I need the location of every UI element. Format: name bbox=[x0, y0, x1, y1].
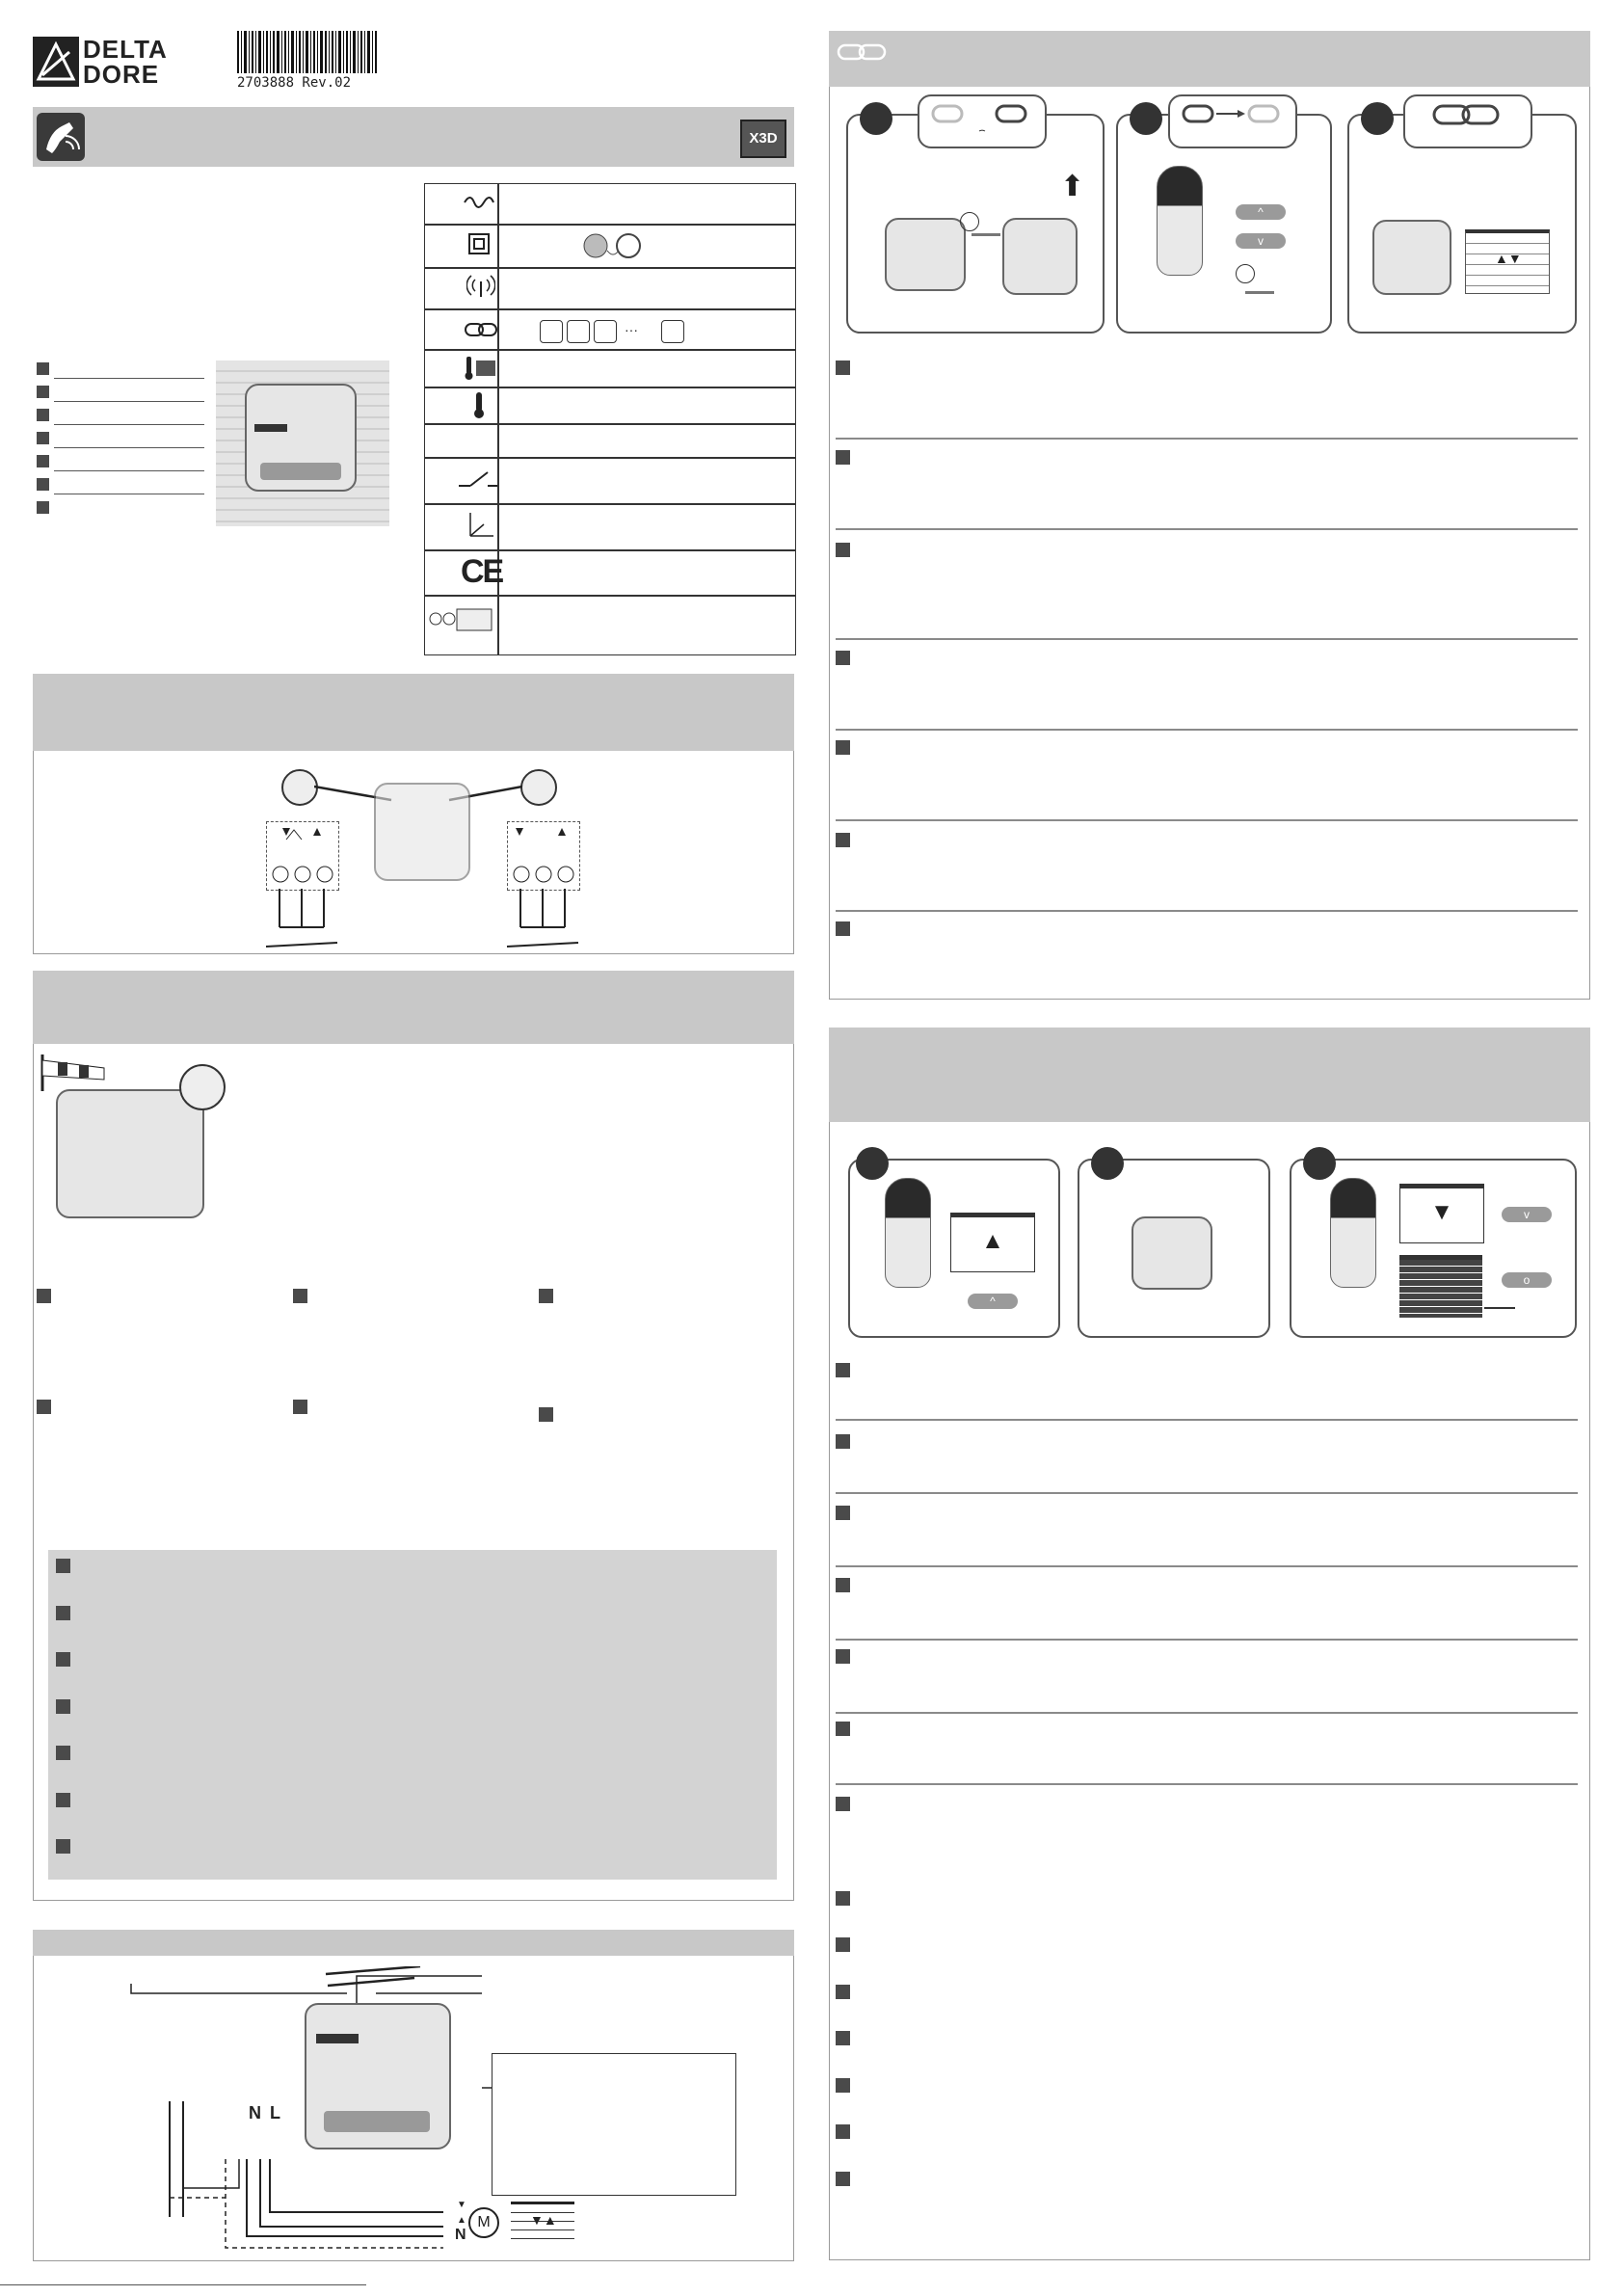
bullet bbox=[836, 1578, 850, 1592]
cut-line bbox=[0, 2284, 366, 2285]
bullet bbox=[56, 1652, 70, 1667]
shutter-up-icon: ▲ bbox=[950, 1213, 1035, 1272]
section-header-rotation bbox=[33, 674, 794, 751]
row-line bbox=[424, 595, 796, 597]
arrow-right-icon bbox=[972, 233, 1000, 236]
divider bbox=[836, 1639, 1578, 1641]
remote-icon bbox=[594, 320, 617, 343]
receiver-module bbox=[245, 384, 357, 492]
barcode-text: 2703888 Rev.02 bbox=[237, 75, 352, 91]
thermometer-box-icon bbox=[465, 353, 497, 382]
arrow-right-icon bbox=[1245, 291, 1274, 294]
remote-hand-icon bbox=[37, 113, 85, 161]
bullet bbox=[56, 1839, 70, 1854]
glasses-document-icon bbox=[424, 601, 497, 640]
label-n-bottom: N bbox=[455, 2227, 466, 2243]
bullet bbox=[56, 1606, 70, 1620]
bullet bbox=[836, 1506, 850, 1520]
sine-wave-icon bbox=[463, 193, 497, 212]
bullet bbox=[836, 1434, 850, 1449]
label-n: N bbox=[249, 2103, 261, 2122]
terminal-block bbox=[324, 2111, 430, 2132]
stop-button[interactable]: o bbox=[1502, 1272, 1552, 1288]
divider bbox=[836, 1712, 1578, 1714]
up-button[interactable]: ^ bbox=[968, 1294, 1018, 1309]
bullet bbox=[56, 1793, 70, 1807]
underline bbox=[54, 424, 204, 425]
divider bbox=[836, 1419, 1578, 1421]
arrow-up-icon: ⬆ bbox=[1060, 171, 1085, 202]
barcode bbox=[237, 31, 380, 73]
double-insulation-icon bbox=[468, 233, 490, 254]
down-button[interactable]: v bbox=[1236, 233, 1286, 249]
row-line bbox=[424, 267, 796, 269]
divider bbox=[836, 1783, 1578, 1785]
bullet bbox=[836, 1797, 850, 1811]
chain-link-icon bbox=[837, 42, 889, 62]
divider bbox=[836, 819, 1578, 821]
step-number-dot bbox=[1091, 1147, 1124, 1180]
brand-line1: DELTA bbox=[83, 35, 168, 64]
bullet bbox=[836, 1722, 850, 1736]
row-line bbox=[424, 457, 796, 459]
bullet bbox=[539, 1407, 553, 1422]
bullet bbox=[836, 2124, 850, 2139]
bullet bbox=[37, 478, 49, 491]
ellipsis-icon: ··· bbox=[625, 322, 638, 337]
pointer-arrow-icon bbox=[1484, 1307, 1515, 1309]
row-line bbox=[424, 423, 796, 425]
module-step1 bbox=[885, 218, 966, 291]
bullet bbox=[56, 1559, 70, 1573]
radio-waves-icon bbox=[466, 274, 495, 299]
terminal-block bbox=[260, 463, 341, 480]
bullet bbox=[56, 1699, 70, 1714]
dial-left-icon bbox=[281, 769, 318, 806]
up-down-arrows-icon: ▲▼ bbox=[1495, 251, 1522, 266]
shutter-status-icon bbox=[1465, 229, 1550, 294]
arrow-down-icon: ▼ bbox=[457, 2200, 466, 2210]
bullet bbox=[37, 455, 49, 467]
row-line bbox=[424, 224, 796, 226]
remote-icon bbox=[661, 320, 684, 343]
bullet bbox=[37, 1400, 51, 1414]
terminal-left bbox=[266, 821, 339, 891]
underline bbox=[54, 470, 204, 471]
bullet bbox=[836, 1891, 850, 1906]
row-line bbox=[424, 349, 796, 351]
bullet bbox=[293, 1289, 307, 1303]
step-number-dot bbox=[1130, 102, 1162, 135]
bullet bbox=[37, 1289, 51, 1303]
step-number-dot bbox=[1303, 1147, 1336, 1180]
divider bbox=[836, 528, 1578, 530]
divider bbox=[836, 729, 1578, 731]
logo-mark-icon bbox=[33, 37, 79, 87]
row-line bbox=[424, 549, 796, 551]
remote-step2 bbox=[1157, 166, 1203, 276]
grey-note-panel bbox=[48, 1550, 777, 1880]
bullet bbox=[836, 360, 850, 375]
bullet bbox=[836, 651, 850, 665]
module-step1b bbox=[1002, 218, 1078, 295]
clock-icon bbox=[960, 212, 979, 231]
divider bbox=[836, 910, 1578, 912]
bullet bbox=[37, 501, 49, 514]
switch-contact-icon bbox=[457, 467, 499, 492]
arrow-up-icon: ▲ bbox=[457, 2215, 466, 2226]
product-photo bbox=[216, 360, 389, 526]
shutter-closed-icon bbox=[1399, 1255, 1482, 1318]
bullet bbox=[37, 409, 49, 421]
remote-icon bbox=[540, 320, 563, 343]
x3d-badge: X3D bbox=[740, 120, 786, 158]
thermometer-icon bbox=[472, 390, 486, 419]
module-step3 bbox=[1372, 220, 1451, 295]
bullet bbox=[56, 1746, 70, 1760]
remote-icon bbox=[567, 320, 590, 343]
terminal-right bbox=[507, 821, 580, 891]
bullet bbox=[836, 1937, 850, 1952]
ce-mark-icon: CE bbox=[461, 553, 503, 590]
section-header-wind bbox=[33, 971, 794, 1044]
bullet bbox=[293, 1400, 307, 1414]
label-l: L bbox=[270, 2103, 280, 2122]
module-label bbox=[254, 424, 287, 432]
underline bbox=[54, 378, 204, 379]
divider bbox=[836, 438, 1578, 440]
windsock-icon bbox=[37, 1055, 114, 1093]
shutter-down-icon: ▼ bbox=[1399, 1184, 1484, 1243]
step-number-dot bbox=[1361, 102, 1394, 135]
section-header-wiring bbox=[33, 1930, 794, 1956]
barcode-bars-icon bbox=[237, 31, 380, 73]
bullet bbox=[836, 2031, 850, 2045]
remote-settings-1 bbox=[885, 1178, 931, 1288]
module-settings bbox=[1131, 1216, 1212, 1290]
bullet bbox=[836, 740, 850, 755]
row-line bbox=[424, 503, 796, 505]
bullet bbox=[836, 543, 850, 557]
divider bbox=[836, 1565, 1578, 1567]
down-button[interactable]: v bbox=[1502, 1207, 1552, 1222]
linked-badge bbox=[1403, 94, 1532, 148]
product-title-bar bbox=[33, 107, 794, 167]
bullet bbox=[836, 1985, 850, 1999]
brand-line2: DORE bbox=[83, 60, 160, 89]
divider bbox=[836, 1492, 1578, 1494]
module-wind bbox=[56, 1089, 204, 1218]
broken-link-badge bbox=[918, 94, 1047, 148]
bullet bbox=[836, 921, 850, 936]
shutter-mini-icon bbox=[511, 2202, 574, 2243]
note-box bbox=[492, 2053, 736, 2196]
section-header-pairing bbox=[829, 31, 1590, 87]
section-header-settings bbox=[829, 1028, 1590, 1122]
row-line bbox=[424, 387, 796, 388]
underline bbox=[54, 447, 204, 448]
bullet bbox=[836, 833, 850, 847]
motor-icon: M bbox=[468, 2207, 499, 2238]
row-line bbox=[424, 308, 796, 310]
dial-zoom-icon bbox=[179, 1064, 226, 1110]
module-label bbox=[316, 2034, 359, 2043]
delta-dore-logo bbox=[33, 35, 173, 89]
remote-settings-3 bbox=[1330, 1178, 1376, 1288]
up-button[interactable]: ^ bbox=[1236, 204, 1286, 220]
bullet bbox=[37, 362, 49, 375]
mounting-box-icon bbox=[578, 231, 646, 260]
down-up-arrows-icon: ▼▲ bbox=[530, 2212, 557, 2228]
axes-icon bbox=[465, 511, 495, 542]
chain-link-icon bbox=[465, 322, 497, 337]
bullet bbox=[836, 2172, 850, 2186]
link-transfer-badge bbox=[1168, 94, 1297, 148]
step-number-dot bbox=[856, 1147, 889, 1180]
paired-remotes-icons bbox=[540, 318, 732, 343]
bullet bbox=[37, 432, 49, 444]
bullet bbox=[37, 386, 49, 398]
module-center bbox=[374, 783, 470, 881]
bullet bbox=[539, 1289, 553, 1303]
underline bbox=[54, 401, 204, 402]
divider bbox=[836, 638, 1578, 640]
dial-right-icon bbox=[520, 769, 557, 806]
wires-icon bbox=[266, 889, 584, 948]
bullet bbox=[836, 1363, 850, 1377]
bullet bbox=[836, 2078, 850, 2093]
module-wiring bbox=[305, 2003, 451, 2149]
bullet bbox=[836, 1649, 850, 1664]
bullet bbox=[836, 450, 850, 465]
step-number-dot bbox=[860, 102, 892, 135]
clock-icon bbox=[1236, 264, 1255, 283]
